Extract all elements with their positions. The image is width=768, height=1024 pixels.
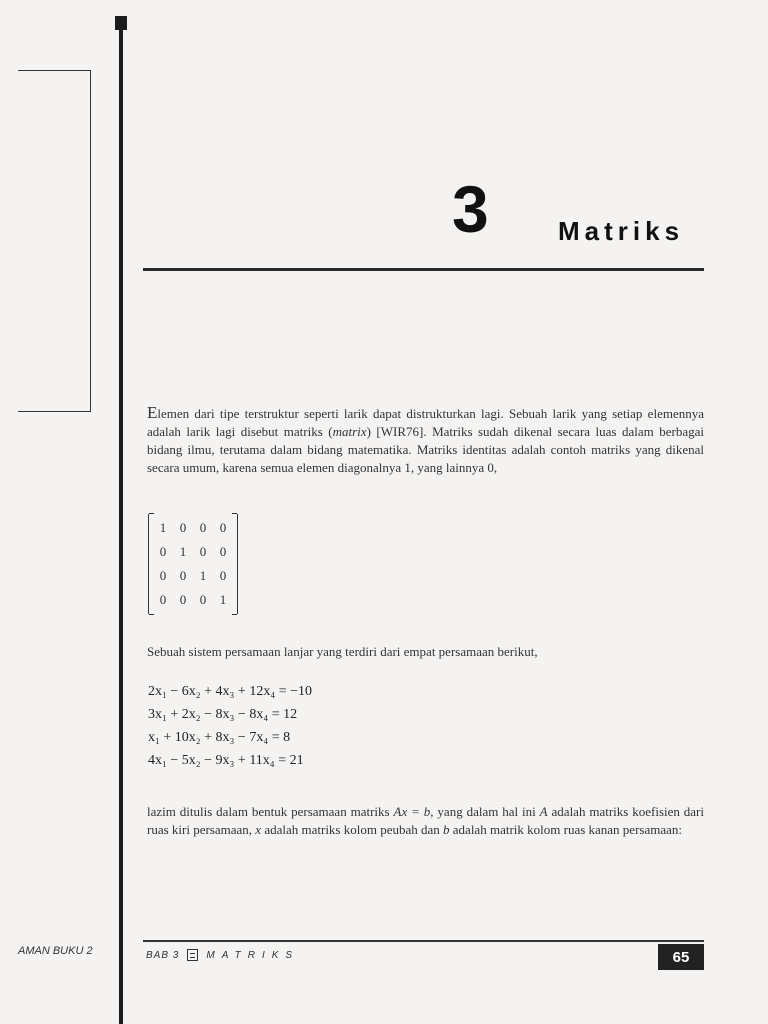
matrix-cell: 0 [219, 520, 227, 535]
p3-italic: A [539, 804, 548, 819]
page-number: 65 [658, 944, 704, 970]
footer-divider [143, 940, 704, 942]
identity-matrix [148, 514, 238, 614]
p3-text: adalah matrik kolom ruas kanan persamaan: [449, 822, 683, 837]
title-divider [143, 268, 704, 271]
side-frame [18, 70, 91, 412]
matrix-row [153, 540, 233, 564]
equation: x₁ + 10x₂ + 8x₃ − 7x₄ = 8 [148, 730, 291, 745]
matrix-cell: 1 [199, 568, 207, 583]
intro-text-a: lemen dari tipe terstruktur seperti larik dapat distrukturkan lagi. Sebuah larik yang setiap elemennya adalah larik lagi disebut matriks ( [147, 406, 704, 439]
p3-italic: Ax = b [393, 804, 431, 819]
equation: 2x₁ − 6x₂ + 4x₃ + 12x₄ = −10 [148, 684, 313, 699]
footer-book-label: AMAN BUKU 2 [18, 945, 93, 957]
chapter-title: Matriks [558, 216, 685, 246]
matrix-cell: 0 [159, 568, 167, 583]
matrix-cell: 0 [199, 592, 207, 607]
matrix-cell: 0 [159, 544, 167, 559]
matrix-cell: 1 [219, 592, 227, 607]
p3-italic: b [443, 822, 450, 837]
matrix-row [153, 564, 233, 588]
intro-italic: matrix [332, 424, 367, 439]
binding-line [119, 18, 123, 1024]
equation: 3x₁ + 2x₂ − 8x₃ − 8x₄ = 12 [148, 707, 298, 722]
matrix-form-paragraph [147, 803, 704, 839]
p3-text: adalah matriks koefisien dari ruas kiri persamaan, [147, 804, 704, 837]
matrix-cell: 1 [159, 520, 167, 535]
p3-italic: x [255, 822, 262, 837]
matrix-cell: 0 [219, 568, 227, 583]
intro-text-b: ) [WIR76]. Matriks sudah dikenal secara luas dalam berbagai bidang ilmu, terutama dalam bidang matematika. Matriks identitas adalah contoh matriks yang dikenal secara umum, karena semua elemen diagonalnya 1, yang lainnya 0, [147, 424, 704, 475]
matrix-cell: 0 [199, 520, 207, 535]
matrix-cell: 0 [199, 544, 207, 559]
matrix-row [153, 588, 233, 612]
intro-paragraph [147, 404, 704, 477]
footer-chapter-name: MATRIKS [206, 949, 300, 961]
footer-chapter [146, 949, 299, 961]
matrix-cell: 0 [159, 592, 167, 607]
dropcap: E [147, 403, 158, 422]
matrix-row [153, 516, 233, 540]
chapter-number: 3 [452, 172, 489, 246]
matrix-cell: 0 [179, 520, 187, 535]
equation: 4x₁ − 5x₂ − 9x₃ + 11x₄ = 21 [148, 753, 304, 768]
system-intro-paragraph: Sebuah sistem persamaan lanjar yang terdiri dari empat persamaan berikut, [147, 644, 538, 659]
footer-chapter-label: BAB 3 [146, 949, 180, 961]
matrix-cell: 0 [219, 544, 227, 559]
equation-system [148, 680, 312, 772]
p3-text: adalah matriks kolom peubah dan [261, 822, 444, 837]
book-icon [187, 949, 198, 961]
matrix-cell: 0 [179, 592, 187, 607]
p3-text: , yang dalam hal ini [430, 804, 540, 819]
matrix-cell: 1 [179, 544, 187, 559]
matrix-cell: 0 [179, 568, 187, 583]
p3-text: lazim ditulis dalam bentuk persamaan matriks [147, 804, 394, 819]
